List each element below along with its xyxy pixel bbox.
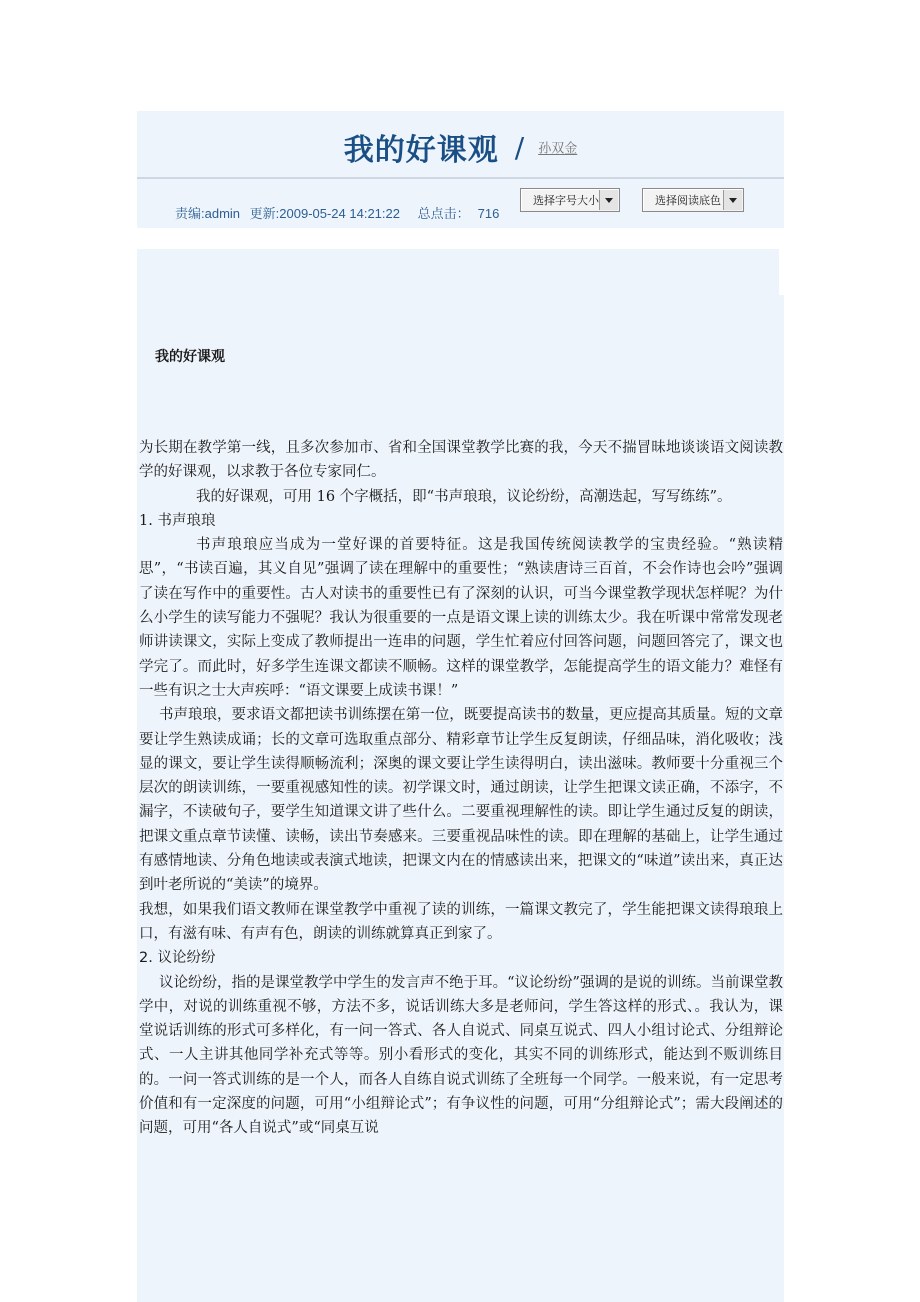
page-title: 我的好课观	[343, 133, 499, 168]
article-subtitle: 我的好课观	[155, 349, 225, 365]
section-heading-2: 2. 议论纷纷	[139, 950, 216, 967]
header-divider	[137, 177, 784, 179]
paragraph-discussion-1: 议论纷纷，指的是课堂教学中学生的发言声不绝于耳。“议论纷纷”强调的是说的训练。当前课堂教学中，对说的训练重视不够，方法不多，说话训练大多是老师问，学生答这样的形式、。我认为，课堂说话训练的形式可多样化，有一问一答式、各人自说式、同桌互说式、四人小组讨论式、分组辩论式、一人主讲其他同学补充式等等。别小看形式的变化，其实不同的训练形式，能达到不贩训练目的。一问一答式训练的是一个人，而各人自练自说式训练了全班每一个同学。一般来说，有一定思考价值和有一定深度的问题，可用“小组辩论式”；有争议性的问题，可用“分组辩论式”；需大段阐述的问题，可用“各人自说式”或“同桌互说	[139, 974, 783, 1137]
clicks-count: 716	[477, 206, 500, 221]
paragraph-summary: 我的好课观，可用 16 个字概括，即“书声琅琅，议论纷纷，高潮迭起，写写练练”。	[196, 488, 732, 505]
author-link[interactable]: 孙双金	[538, 141, 578, 157]
editor-label: 责编:admin	[175, 206, 241, 221]
title-row	[137, 125, 784, 169]
section-heading-1: 1. 书声琅琅	[139, 512, 216, 529]
chevron-down-icon[interactable]	[599, 190, 618, 210]
paragraph-reading-1: 书声琅琅应当成为一堂好课的首要特征。这是我国传统阅读教学的宝贵经验。“熟读精思”，“书读百遍，其义自见”强调了读在理解中的重要性；“熟读唐诗三百首，不会作诗也会吟”强调了读在写作中的重要性。古人对读书的重要性已有了深刻的认识，可当今课堂教学现状怎样呢？为什么小学生的读写能力不强呢？我认为很重要的一点是语文课上读的训练太少。我在听课中常常发现老师讲读课文，实际上变成了教师提出一连串的问题，学生忙着应付回答问题，问题回答完了，课文也学完了。而此时，好多学生连课文都读不顺畅。这样的课堂教学，怎能提高学生的语文能力？难怪有一些有识之士大声疾呼：“语文课要上成读书课！”	[139, 537, 783, 699]
article-body	[139, 436, 783, 1141]
font-size-select[interactable]	[520, 188, 620, 212]
bg-color-select-value: 选择阅读底色	[655, 194, 721, 207]
title-separator: /	[514, 130, 525, 164]
bg-color-select[interactable]	[642, 188, 744, 212]
clicks-label: 总点击：	[417, 207, 470, 222]
font-size-select-value: 选择字号大小	[533, 194, 599, 207]
paragraph-reading-3: 我想，如果我们语文教师在课堂教学中重视了读的训练，一篇课文教完了，学生能把课文读得琅琅上口，有滋有味、有声有色，朗读的训练就算真正到家了。	[139, 901, 783, 942]
chevron-down-icon[interactable]	[723, 190, 742, 210]
article-meta	[175, 203, 505, 222]
paragraph-reading-2: 书声琅琅，要求语文都把读书训练摆在第一位，既要提高读书的数量，更应提高其质量。短的文章要让学生熟读成诵；长的文章可选取重点部分、精彩章节让学生反复朗读，仔细品味，消化吸收；浅显的课文，要让学生读得顺畅流利；深奥的课文要让学生读得明白，读出滋味。教师要十分重视三个层次的朗读训练，一要重视感知性的读。初学课文时，通过朗读，让学生把课文读正确，不添字，不漏字，不读破句子，要学生知道课文讲了些什么。二要重视理解性的读。即让学生通过反复的朗读，把课文重点章节读懂、读畅，读出节奏感来。三要重视品味性的读。即在理解的基础上，让学生通过有感情地读、分角色地读或表演式地读，把课文内在的情感读出来，把课文的“味道”读出来，真正达到叶老所说的“美读”的境界。	[139, 707, 783, 894]
content-edge	[779, 249, 784, 295]
updated-label: 更新:2009-05-24 14:21:22	[249, 206, 400, 221]
article-header	[137, 111, 784, 228]
paragraph-intro: 为长期在教学第一线，且多次参加市、省和全国课堂教学比赛的我，今天不揣冒昧地谈谈语文阅读教学的好课观，以求教于各位专家同仁。	[139, 440, 783, 481]
